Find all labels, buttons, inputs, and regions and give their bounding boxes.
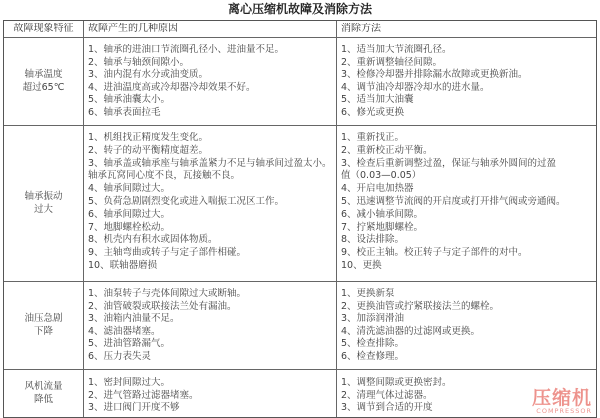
remedy-line: 7、拧紧地脚螺栓。	[341, 221, 424, 233]
header-symptom: 故障现象特征	[13, 23, 74, 34]
remedy-line: 5、适当加大油囊	[341, 94, 414, 106]
remedy-line: 10、更换	[341, 259, 382, 271]
watermark-logo	[532, 388, 592, 415]
cause-line: 4、轴承间隙过大。	[88, 183, 171, 195]
cause-line: 3、进口阀门开度不够	[88, 402, 180, 414]
symptom-line: 过大	[33, 203, 53, 215]
symptom-line: 油压急剧	[24, 312, 63, 324]
causes-cell	[88, 288, 336, 368]
cause-line: 2、油管破裂或联接法兰处有漏油。	[88, 300, 237, 312]
remedy-line: 2、更换油管或拧紧联接法兰的螺栓。	[341, 300, 500, 312]
cause-line: 6、轴承间隙过大。	[88, 208, 171, 220]
cause-line: 6、压力表失灵	[88, 350, 152, 362]
column-divider	[83, 21, 84, 417]
cause-line: 3、油箱内油量不足。	[88, 313, 180, 325]
cause-line: 轴承瓦窝同心度不良，瓦接触不良。	[88, 170, 241, 182]
cause-line: 3、轴承盖或轴承座与轴承盖紧力不足与轴承间过盈太小。	[88, 157, 332, 169]
causes-cell	[88, 132, 336, 280]
remedy-line: 1、更换新泵	[341, 288, 395, 299]
remedy-line: 6、检查修理。	[341, 350, 405, 362]
header-causes: 故障产生的几种原因	[88, 23, 178, 34]
cause-line: 4、滤油器堵塞。	[88, 325, 161, 337]
symptom-cell	[4, 38, 83, 125]
remedy-line: 8、设法排除。	[341, 234, 405, 246]
remedy-line: 6、减小轴承间隙。	[341, 208, 424, 220]
remedy-line: 5、迅速调整节流阀的开启度或打开排气阀或旁通阀。	[341, 195, 566, 207]
remedy-line: 1、适当加大节流圈孔径。	[341, 44, 452, 55]
cause-line: 2、进气管路过滤器堵塞。	[88, 389, 199, 401]
symptom-line: 轴承振动	[24, 190, 63, 202]
row-divider	[4, 369, 596, 370]
remedy-line: 3、检修冷却器并排除漏水故障或更换新油。	[341, 69, 528, 81]
row-divider	[4, 125, 596, 126]
symptom-line: 降低	[33, 393, 53, 405]
document-title: 离心压缩机故障及消除方法	[227, 2, 372, 16]
remedy-line: 1、调整间隙或更换密封。	[341, 377, 452, 388]
cause-line: 1、密封间隙过大。	[88, 377, 171, 388]
column-divider	[336, 21, 337, 417]
fault-table	[3, 20, 597, 418]
header-remedies: 消除方法	[341, 23, 381, 34]
symptom-line: 下降	[33, 325, 53, 337]
cause-line: 6、轴承表面拉毛	[88, 106, 161, 118]
cause-line: 2、转子的动平衡精度超差。	[88, 144, 209, 156]
row-divider	[4, 37, 596, 38]
remedy-line: 4、清洗滤油器的过滤网或更换。	[341, 325, 481, 337]
cause-line: 1、油泵转子与壳体间隙过大或断轴。	[88, 288, 247, 299]
remedy-line: 4、开启电加热器	[341, 183, 414, 195]
cause-line: 4、进油温度高或冷却器冷却效果不好。	[88, 81, 256, 93]
watermark-text: 压缩机	[531, 387, 592, 409]
symptom-cell	[4, 282, 83, 369]
watermark-subtext: COMPRESSOR	[536, 407, 592, 415]
cause-line: 9、主轴弯曲或转子与定子部件相碰。	[88, 247, 247, 259]
remedies-cell	[341, 132, 595, 280]
remedies-cell	[341, 44, 595, 124]
remedy-line: 3、加添润滑油	[341, 313, 405, 325]
symptom-line: 轴承温度	[24, 68, 63, 80]
remedy-line: 1、重新找正。	[341, 132, 405, 143]
cause-line: 5、轴承油囊太小。	[88, 94, 171, 106]
remedy-line: 3、检查后重新调整过盈，保证与轴承外圆间的过盈	[341, 157, 557, 169]
causes-cell	[88, 377, 336, 417]
cause-line: 7、地脚螺栓松动。	[88, 221, 171, 233]
causes-cell	[88, 44, 336, 124]
remedy-line: 9、校正主轴。校正转子与定子部件的对中。	[341, 247, 528, 259]
cause-line: 5、负荷急剧剧烈变化或进入喘振工况区工作。	[88, 195, 285, 207]
remedy-line: 2、重新调整轴径间隙。	[341, 56, 443, 68]
symptom-cell	[4, 370, 83, 417]
cause-line: 1、轴承的进油口节流圈孔径小、进油量不足。	[88, 44, 285, 55]
cause-line: 1、机组找正精度发生变化。	[88, 132, 209, 143]
symptom-line: 超过65℃	[22, 81, 65, 93]
remedies-cell	[341, 288, 595, 368]
remedy-line: 值（0.03—0.05）	[341, 170, 422, 182]
remedy-line: 2、清理气体过滤器。	[341, 389, 433, 401]
symptom-cell	[4, 126, 83, 281]
cause-line: 8、机壳内有积水或固体物质。	[88, 234, 218, 246]
remedy-line: 2、重新校正动平衡。	[341, 144, 433, 156]
cause-line: 2、轴承与轴颈间隙小。	[88, 56, 190, 68]
cause-line: 3、油内混有水分或油变质。	[88, 69, 209, 81]
cause-line: 10、联轴器磨损	[88, 259, 158, 271]
cause-line: 5、进油管路漏气。	[88, 338, 171, 350]
row-divider	[4, 281, 596, 282]
symptom-line: 风机流量	[24, 380, 63, 392]
remedy-line: 5、检查排除。	[341, 338, 405, 350]
remedy-line: 4、调节油冷却器冷却水的进水量。	[341, 81, 490, 93]
remedy-line: 6、修光或更换	[341, 106, 405, 118]
remedy-line: 3、调节到合适的开度	[341, 402, 433, 414]
